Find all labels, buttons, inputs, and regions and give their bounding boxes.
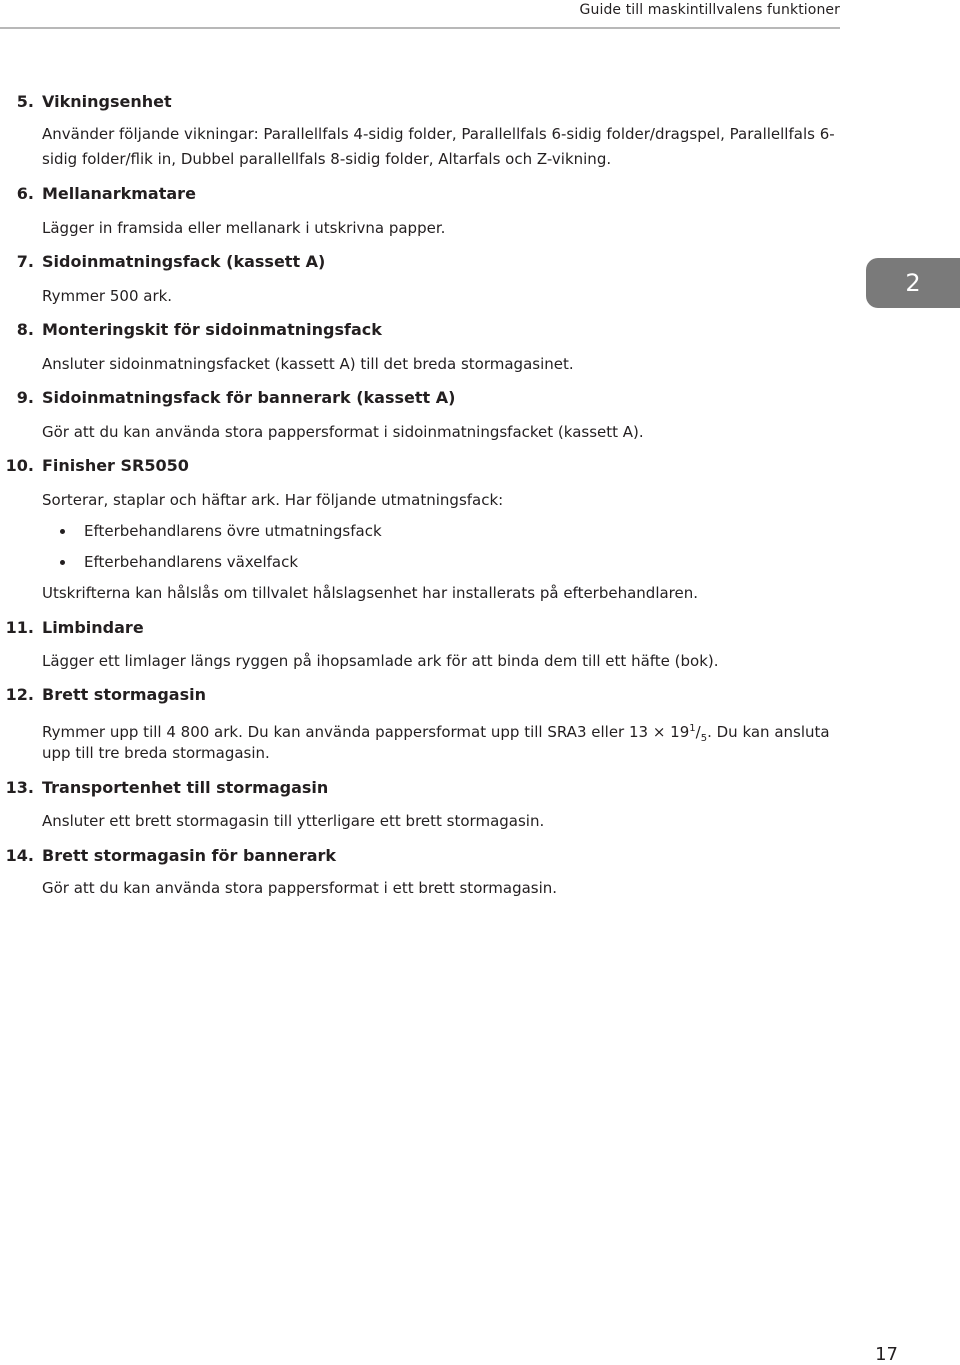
item-description: upp till tre breda stormagasin. — [42, 744, 270, 762]
header-divider — [0, 27, 840, 29]
item-title: Monteringskit för sidoinmatningsfack — [42, 320, 382, 339]
running-header: Guide till maskintillvalens funktioner — [579, 2, 840, 18]
page-number: 17 — [875, 1344, 898, 1365]
fraction-denominator: 5 — [700, 733, 708, 744]
fraction-numerator: 1 — [689, 723, 696, 734]
item-number: 13. — [5, 778, 34, 797]
chapter-tab — [866, 258, 960, 308]
item-title: Vikningsenhet — [42, 92, 172, 111]
desc-text: . Du kan ansluta — [707, 723, 830, 741]
chapter-tab-number: 2 — [905, 269, 921, 297]
item-number: 6. — [16, 184, 34, 203]
item-title: Sidoinmatningsfack för bannerark (kassett A) — [42, 388, 456, 407]
item-title: Finisher SR5050 — [42, 456, 189, 475]
item-title: Brett stormagasin — [42, 685, 206, 704]
item-description: Använder följande vikningar: Parallellfals 4-sidig folder, Parallellfals 6-sidig folder/dragspel, Parallellfals 6- — [42, 125, 835, 143]
fraction-slash: / — [695, 723, 701, 741]
item-number: 9. — [16, 388, 34, 407]
item-number: 10. — [5, 456, 34, 475]
item-number: 11. — [5, 618, 34, 637]
item-description: Lägger ett limlager längs ryggen på ihopsamlade ark för att binda dem till ett häfte (bok). — [42, 652, 719, 670]
item-number: 8. — [16, 320, 34, 339]
item-description: Gör att du kan använda stora pappersformat i sidoinmatningsfacket (kassett A). — [42, 423, 644, 441]
list-item-text: Efterbehandlarens växelfack — [84, 553, 299, 571]
item-description: Ansluter ett brett stormagasin till ytterligare ett brett stormagasin. — [42, 812, 545, 830]
item-description: sidig folder/flik in, Dubbel parallellfals 8-sidig folder, Altarfals och Z-vikning. — [42, 150, 612, 168]
item-description: Gör att du kan använda stora pappersformat i ett brett stormagasin. — [42, 879, 558, 897]
item-description: Rymmer 500 ark. — [42, 287, 173, 305]
item-number: 5. — [16, 92, 34, 111]
item-title: Brett stormagasin för bannerark — [42, 846, 337, 865]
bullet-icon — [60, 529, 65, 534]
item-number: 12. — [5, 685, 34, 704]
item-description: Sorterar, staplar och häftar ark. Har följande utmatningsfack: — [42, 491, 504, 509]
item-description: Ansluter sidoinmatningsfacket (kassett A) till det breda stormagasinet. — [42, 355, 574, 373]
item-title: Limbindare — [42, 618, 144, 637]
item-title: Mellanarkmatare — [42, 184, 196, 203]
item-description: Lägger in framsida eller mellanark i utskrivna papper. — [42, 219, 446, 237]
item-number: 7. — [16, 252, 34, 271]
item-title: Sidoinmatningsfack (kassett A) — [42, 252, 326, 271]
item-note: Utskrifterna kan hålslås om tillvalet hålslagsenhet har installerats på efterbehandlaren. — [42, 584, 699, 602]
list-item-text: Efterbehandlarens övre utmatningsfack — [84, 522, 382, 540]
item-number: 14. — [5, 846, 34, 865]
item-title: Transportenhet till stormagasin — [42, 778, 329, 797]
desc-text: Rymmer upp till 4 800 ark. Du kan använda pappersformat upp till SRA3 eller 13 × 19 — [42, 723, 690, 741]
bullet-icon — [60, 560, 65, 565]
